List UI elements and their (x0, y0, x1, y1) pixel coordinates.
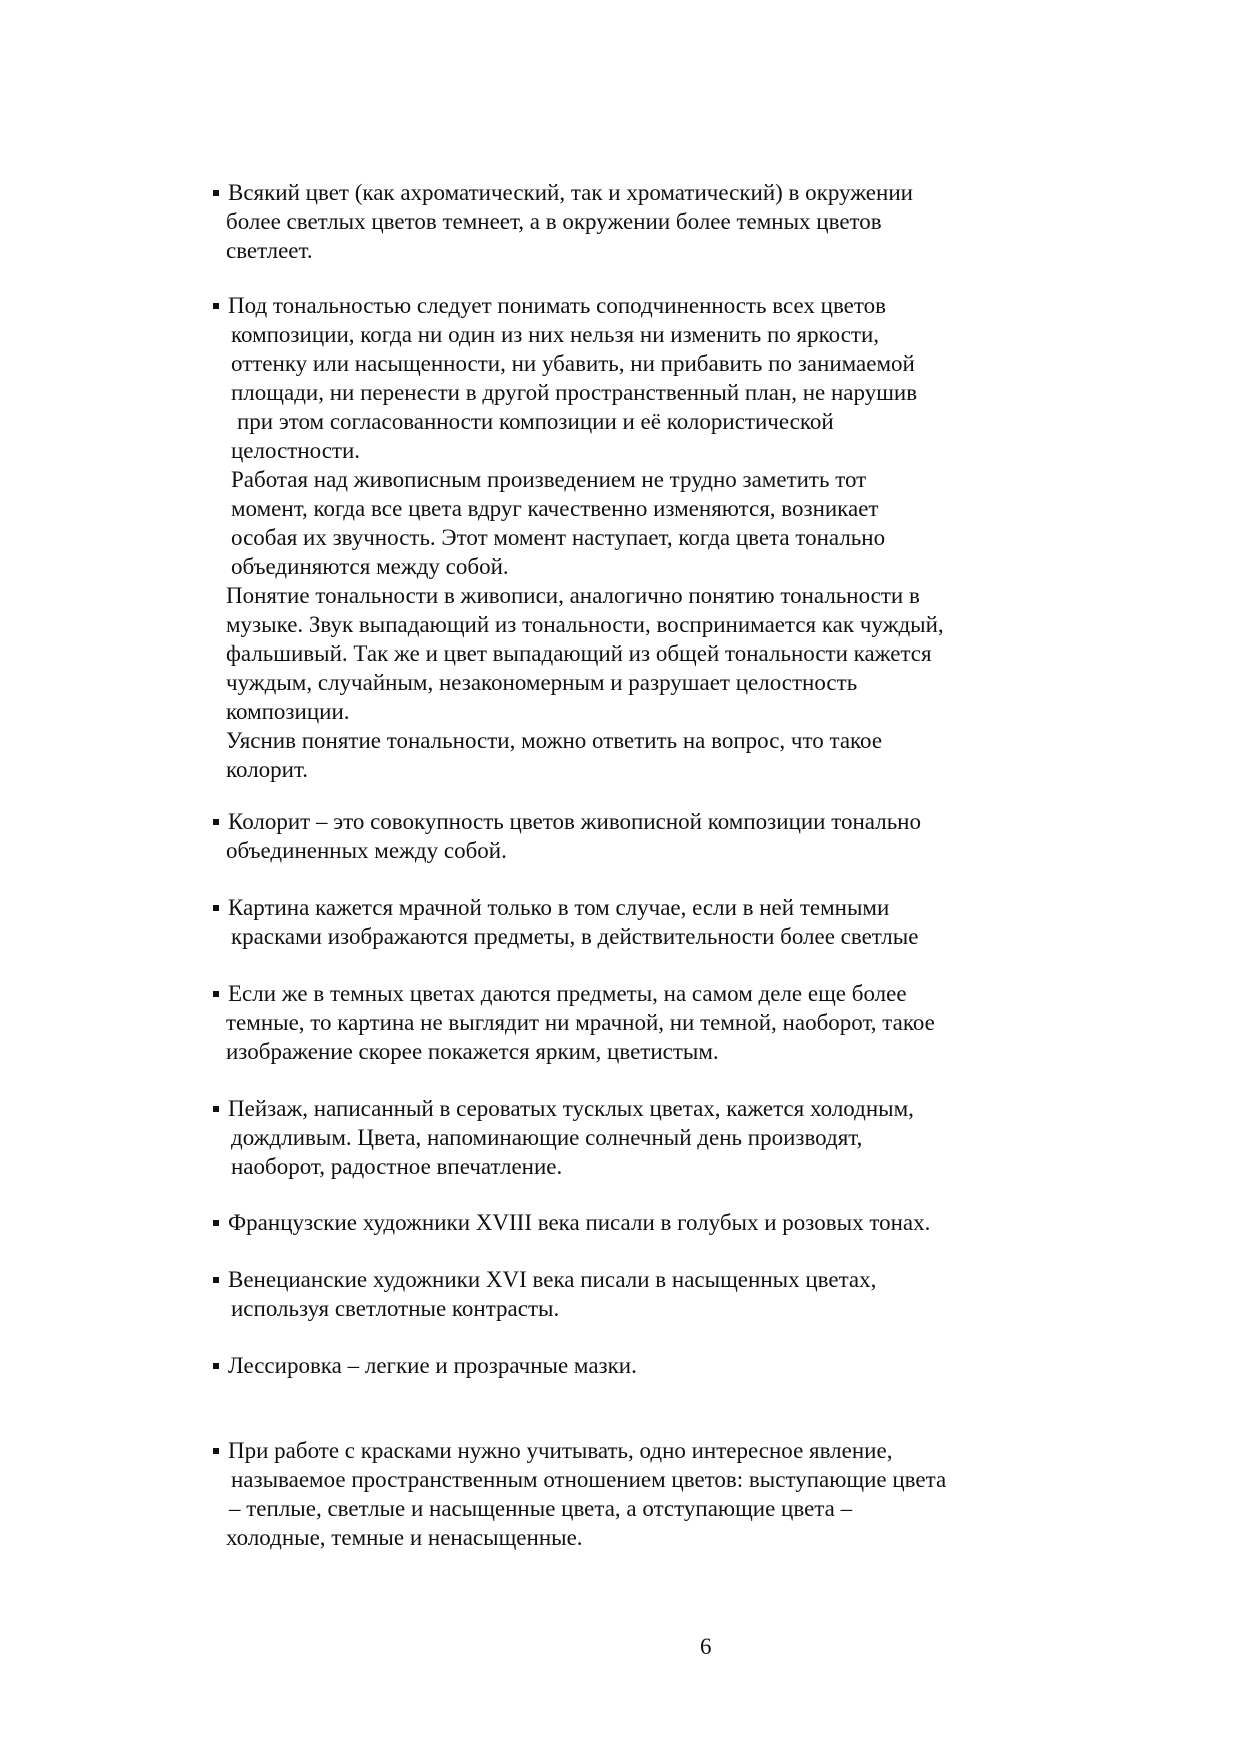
bullet-icon (213, 819, 219, 825)
bullet-icon (213, 1277, 219, 1283)
paragraph-line: композиции. (226, 699, 350, 724)
paragraph-line: более светлых цветов темнеет, а в окружении более темных цветов (226, 209, 882, 234)
paragraph-line: называемое пространственным отношением цветов: выступающие цвета (231, 1467, 947, 1492)
bullet-icon (213, 1220, 219, 1226)
bullet-icon (213, 1106, 219, 1112)
paragraph-line: Картина кажется мрачной только в том случае, если в ней темными (228, 895, 890, 920)
bullet-icon (213, 190, 219, 196)
paragraph-line: объединенных между собой. (226, 838, 507, 863)
paragraph-line: Уяснив понятие тональности, можно ответить на вопрос, что такое (226, 728, 883, 753)
paragraph-line: момент, когда все цвета вдруг качественно изменяются, возникает (231, 496, 879, 521)
paragraph-line: используя светлотные контрасты. (231, 1296, 560, 1321)
bullet-icon (213, 905, 219, 911)
paragraph-line: Венецианские художники XVI века писали в насыщенных цветах, (228, 1267, 877, 1292)
paragraph-line: холодные, темные и ненасыщенные. (226, 1525, 583, 1550)
paragraph-line: дождливым. Цвета, напоминающие солнечный день производят, (231, 1125, 863, 1150)
paragraph-line: композиции, когда ни один из них нельзя ни изменить по яркости, (231, 322, 880, 347)
paragraph-line: оттенку или насыщенности, ни убавить, ни прибавить по занимаемой (231, 351, 915, 376)
paragraph-line: Колорит – это совокупность цветов живописной композиции тонально (228, 809, 921, 834)
paragraph-line: Всякий цвет (как ахроматический, так и хроматический) в окружении (228, 180, 913, 205)
paragraph-line: – теплые, светлые и насыщенные цвета, а отступающие цвета – (229, 1496, 853, 1521)
paragraph-line: колорит. (226, 757, 309, 782)
paragraph-line: красками изображаются предметы, в действительности более светлые (231, 924, 919, 949)
paragraph-line: Если же в темных цветах даются предметы, на самом деле еще более (228, 981, 907, 1006)
bullet-icon (213, 303, 219, 309)
bullet-icon (213, 1448, 219, 1454)
paragraph-line: изображение скорее покажется ярким, цветистым. (226, 1039, 719, 1064)
paragraph-line: фальшивый. Так же и цвет выпадающий из общей тональности кажется (226, 641, 932, 666)
paragraph-line: особая их звучность. Этот момент наступает, когда цвета тонально (231, 525, 886, 550)
paragraph-line: Пейзаж, написанный в сероватых тусклых цветах, кажется холодным, (228, 1096, 914, 1121)
page-number: 6 (700, 1634, 712, 1659)
paragraph-line: при этом согласованности композиции и её колористической (237, 409, 834, 434)
bullet-icon (213, 991, 219, 997)
paragraph-line: Работая над живописным произведением не трудно заметить тот (231, 467, 867, 492)
paragraph-line: Понятие тональности в живописи, аналогично понятию тональности в (226, 583, 920, 608)
bullet-icon (213, 1363, 219, 1369)
paragraph-line: чуждым, случайным, незакономерным и разрушает целостность (226, 670, 858, 695)
paragraph-line: наоборот, радостное впечатление. (231, 1154, 563, 1179)
paragraph-line: При работе с красками нужно учитывать, одно интересное явление, (228, 1438, 893, 1463)
paragraph-line: светлеет. (226, 238, 313, 263)
paragraph-line: Французские художники XVIII века писали в голубых и розовых тонах. (228, 1210, 931, 1235)
paragraph-line: темные, то картина не выглядит ни мрачной, ни темной, наоборот, такое (226, 1010, 935, 1035)
paragraph-line: площади, ни перенести в другой пространственный план, не нарушив (231, 380, 918, 405)
paragraph-line: музыке. Звук выпадающий из тональности, воспринимается как чуждый, (226, 612, 944, 637)
paragraph-line: Лессировка – легкие и прозрачные мазки. (228, 1353, 637, 1378)
paragraph-line: Под тональностью следует понимать соподчиненность всех цветов (228, 293, 886, 318)
paragraph-line: объединяются между собой. (231, 554, 509, 579)
paragraph-line: целостности. (231, 438, 361, 463)
